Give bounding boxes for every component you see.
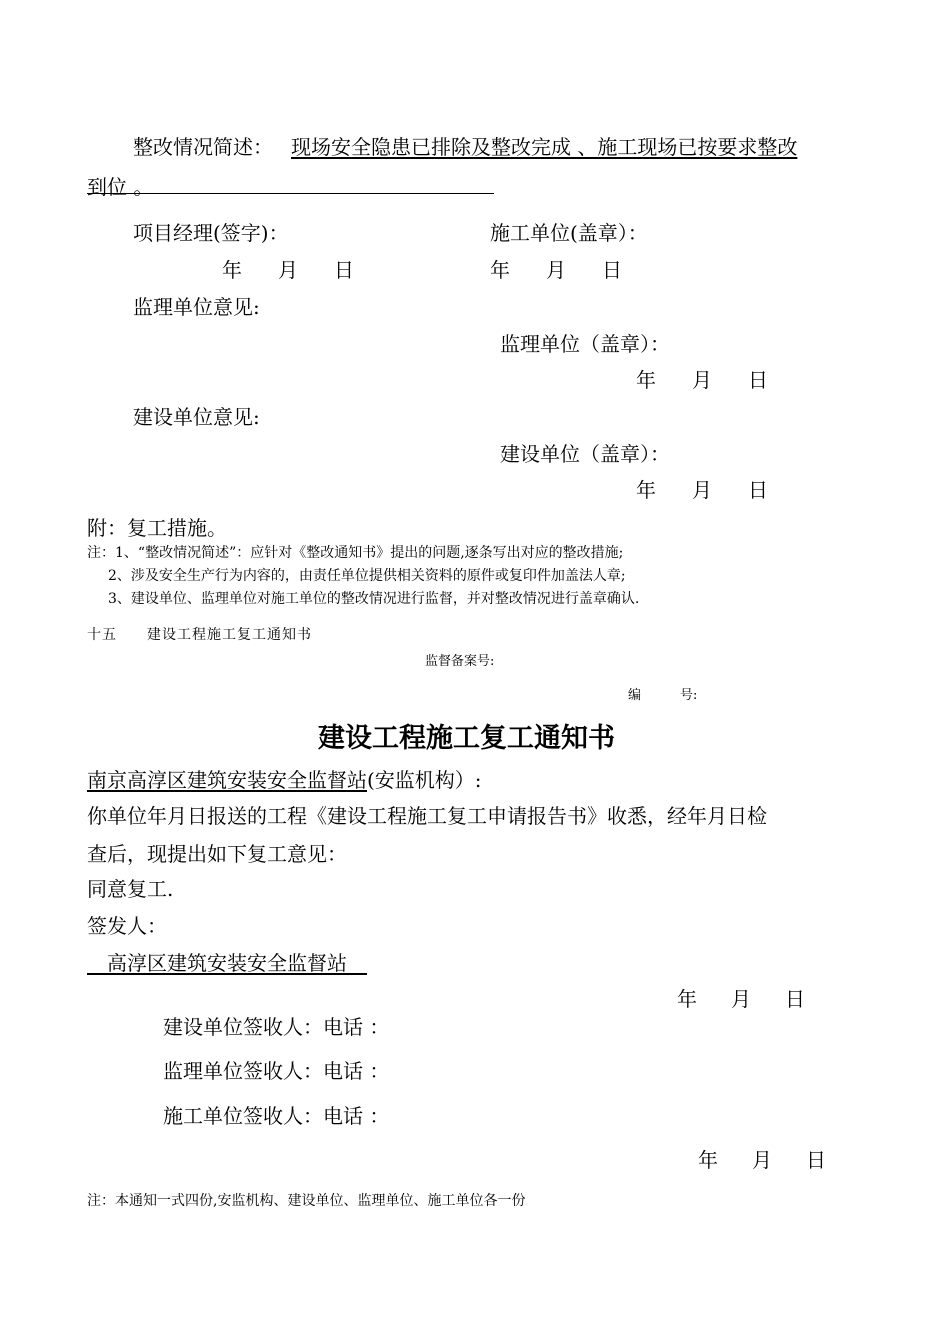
supervision-date-day: 日 <box>748 368 768 392</box>
footer-note: 注：本通知一式四份,安监机构、建设单位、监理单位、施工单位各一份 <box>87 1193 526 1209</box>
contractor-seal-label: 施工单位(盖章）： <box>490 221 648 245</box>
summary-underline <box>87 193 494 194</box>
note-line-1: 注：1、“整改情况简述”：应针对《整改通知书》提出的问题,逐条写出对应的整改措施; <box>87 545 624 561</box>
construction-date-year: 年 <box>636 478 656 502</box>
issuer-label: 签发人： <box>87 914 167 938</box>
receiver-construction: 建设单位签收人：电话 ： <box>163 1015 390 1039</box>
construction-date-day: 日 <box>748 478 768 502</box>
pm-date-month: 月 <box>278 258 298 282</box>
body-line-1: 你单位年月日报送的工程《建设工程施工复工申请报告书》收悉，经年月日检 <box>87 804 767 828</box>
construction-opinion-label: 建设单位意见: <box>133 405 260 429</box>
summary-text-line1: 现场安全隐患已排除及整改完成 、施工现场已按要求整改 <box>291 135 798 159</box>
contractor-date-month: 月 <box>546 258 566 282</box>
pm-date-year: 年 <box>222 258 242 282</box>
section-heading: 十五 建设工程施工复工通知书 <box>87 627 312 643</box>
receiver-supervision: 监理单位签收人：电话 ： <box>163 1059 390 1083</box>
issue-date-day: 日 <box>785 987 805 1011</box>
contractor-date-day: 日 <box>602 258 622 282</box>
recipient-name: 南京高淳区建筑安装安全监督站 <box>87 768 367 792</box>
notice-title: 建设工程施工复工通知书 <box>318 723 615 754</box>
pm-signature-label: 项目经理(签字)： <box>133 221 289 245</box>
receiver-contractor: 施工单位签收人：电话 ： <box>163 1104 390 1128</box>
recipient-suffix: (安监机构）: <box>367 768 482 792</box>
note-line-3: 3、建设单位、监理单位对施工单位的整改情况进行监督，并对整改情况进行盖章确认. <box>108 591 640 607</box>
construction-seal-label: 建设单位（盖章）： <box>500 442 670 466</box>
supervision-date-month: 月 <box>692 368 712 392</box>
supervision-seal-label: 监理单位（盖章）： <box>500 332 670 356</box>
supervision-opinion-label: 监理单位意见: <box>133 295 260 319</box>
record-number-label: 监督备案号: <box>425 654 495 669</box>
serial-number-label: 编 号: <box>628 688 698 703</box>
receipt-date-day: 日 <box>806 1148 826 1172</box>
attachment-line: 附：复工措施。 <box>87 516 227 540</box>
opinion-line: 同意复工. <box>87 877 174 901</box>
issue-date-year: 年 <box>677 987 697 1011</box>
issue-date-month: 月 <box>731 987 751 1011</box>
summary-text-line2: 到位 。 <box>87 175 154 199</box>
summary-label: 整改情况简述： <box>133 135 273 159</box>
contractor-date-year: 年 <box>490 258 510 282</box>
construction-date-month: 月 <box>692 478 712 502</box>
receipt-date-month: 月 <box>752 1148 772 1172</box>
supervision-date-year: 年 <box>636 368 656 392</box>
pm-date-day: 日 <box>334 258 354 282</box>
issuer-organization: 高淳区建筑安装安全监督站 <box>87 951 367 975</box>
receipt-date-year: 年 <box>698 1148 718 1172</box>
recipient-line <box>87 767 482 793</box>
note-line-2: 2、涉及安全生产行为内容的，由责任单位提供相关资料的原件或复印件加盖法人章; <box>108 568 626 584</box>
body-line-2: 查后，现提出如下复工意见： <box>87 842 347 866</box>
